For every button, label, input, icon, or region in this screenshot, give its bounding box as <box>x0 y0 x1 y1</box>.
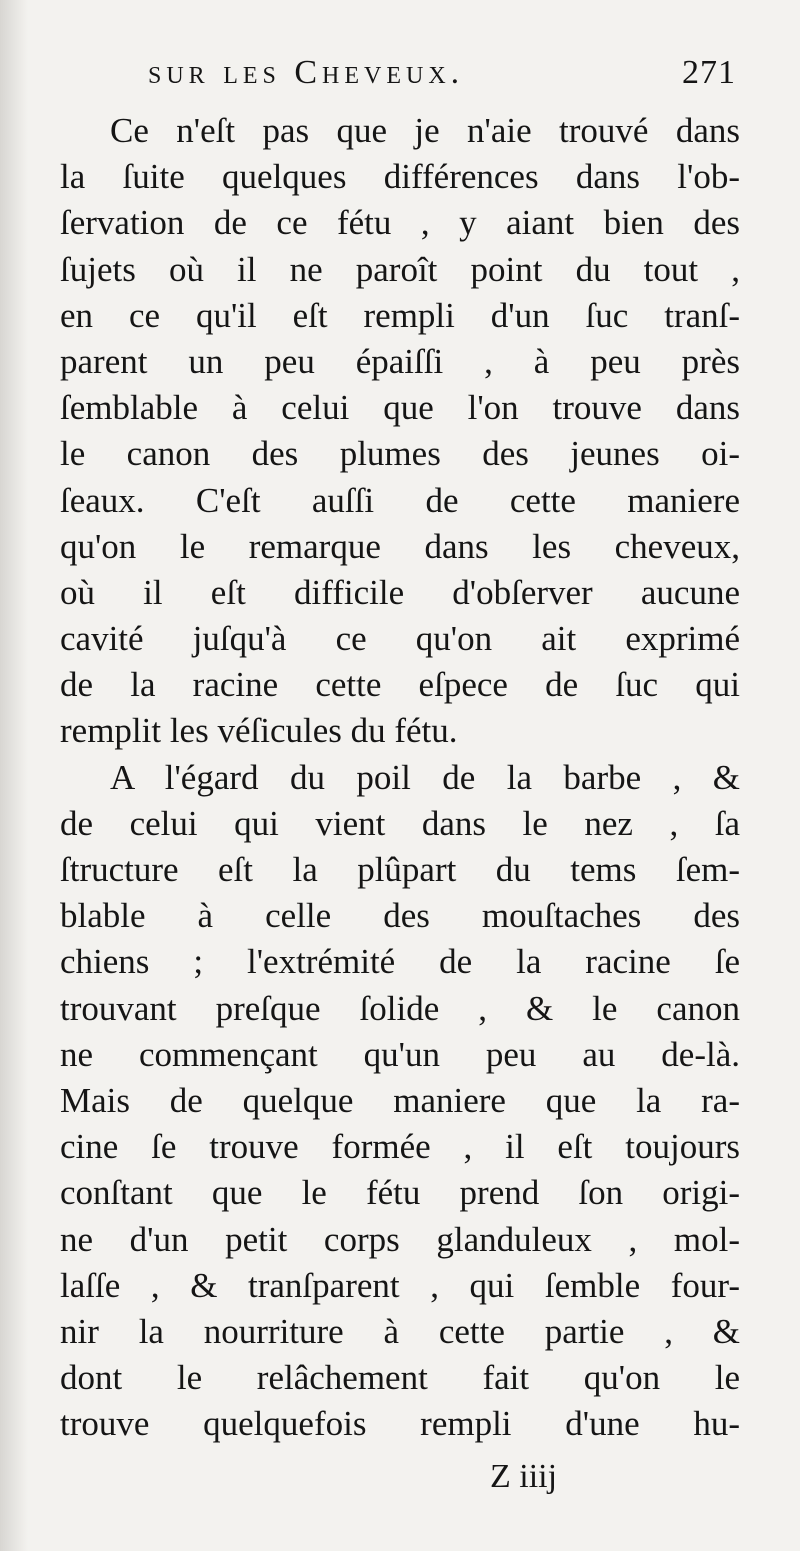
body-text <box>60 108 740 1447</box>
text-line: en ce qu'il eſt rempli d'un ſuc tranſ- <box>60 295 740 335</box>
text-line: laſſe , & tranſparent , qui ſemble four- <box>60 1265 740 1305</box>
text-line: nir la nourriture à cette partie , & <box>60 1311 740 1351</box>
page-number: 271 <box>682 54 736 91</box>
text-line: trouvant preſque ſolide , & le canon <box>60 988 740 1028</box>
text-line: cine ſe trouve formée , il eſt toujours <box>60 1127 740 1167</box>
text-line: qu'on le remarque dans les cheveux, <box>60 526 740 566</box>
text-line: ſervation de ce fétu , y aiant bien des <box>60 203 740 243</box>
text-line: ſeaux. C'eſt auſſi de cette maniere <box>60 480 740 520</box>
text-line: ſujets où il ne paroît point du tout , <box>60 249 740 289</box>
text-line: dont le relâchement fait qu'on le <box>60 1358 740 1398</box>
text-line: A l'égard du poil de la barbe , & <box>110 757 740 797</box>
text-line: la ſuite quelques différences dans l'ob- <box>60 157 740 197</box>
text-line: de celui qui vient dans le nez , ſa <box>60 803 740 843</box>
text-line: ne d'un petit corps glanduleux , mol- <box>60 1219 740 1259</box>
text-line: blable à celle des mouſtaches des <box>60 896 740 936</box>
text-line: ne commençant qu'un peu au de-là. <box>60 1034 740 1074</box>
running-head <box>60 50 740 100</box>
text-line: Mais de quelque maniere que la ra- <box>60 1080 740 1120</box>
text-line: de la racine cette eſpece de ſuc qui <box>60 665 740 705</box>
signature-mark: Z iiij <box>490 1458 558 1495</box>
page-edge-shadow <box>0 0 28 1551</box>
text-line: ſtructure eſt la plûpart du tems ſem- <box>60 850 740 889</box>
text-line: où il eſt difficile d'obſerver aucune <box>60 572 740 612</box>
running-title: sur les Cheveux. <box>148 54 465 91</box>
text-line: chiens ; l'extrémité de la racine ſe <box>60 942 740 982</box>
text-line: parent un peu épaiſſi , à peu près <box>60 341 740 381</box>
text-line: Ce n'eſt pas que je n'aie trouvé dans <box>110 111 740 150</box>
text-line: conſtant que le fétu prend ſon origi- <box>60 1173 740 1213</box>
text-line: trouve quelquefois rempli d'une hu- <box>60 1404 740 1444</box>
text-line: ſemblable à celui que l'on trouve dans <box>60 388 740 428</box>
text-line: cavité juſqu'à ce qu'on ait exprimé <box>60 619 740 659</box>
text-line: le canon des plumes des jeunes oi- <box>60 434 740 474</box>
text-line: remplit les véſicules du fétu. <box>60 711 458 751</box>
